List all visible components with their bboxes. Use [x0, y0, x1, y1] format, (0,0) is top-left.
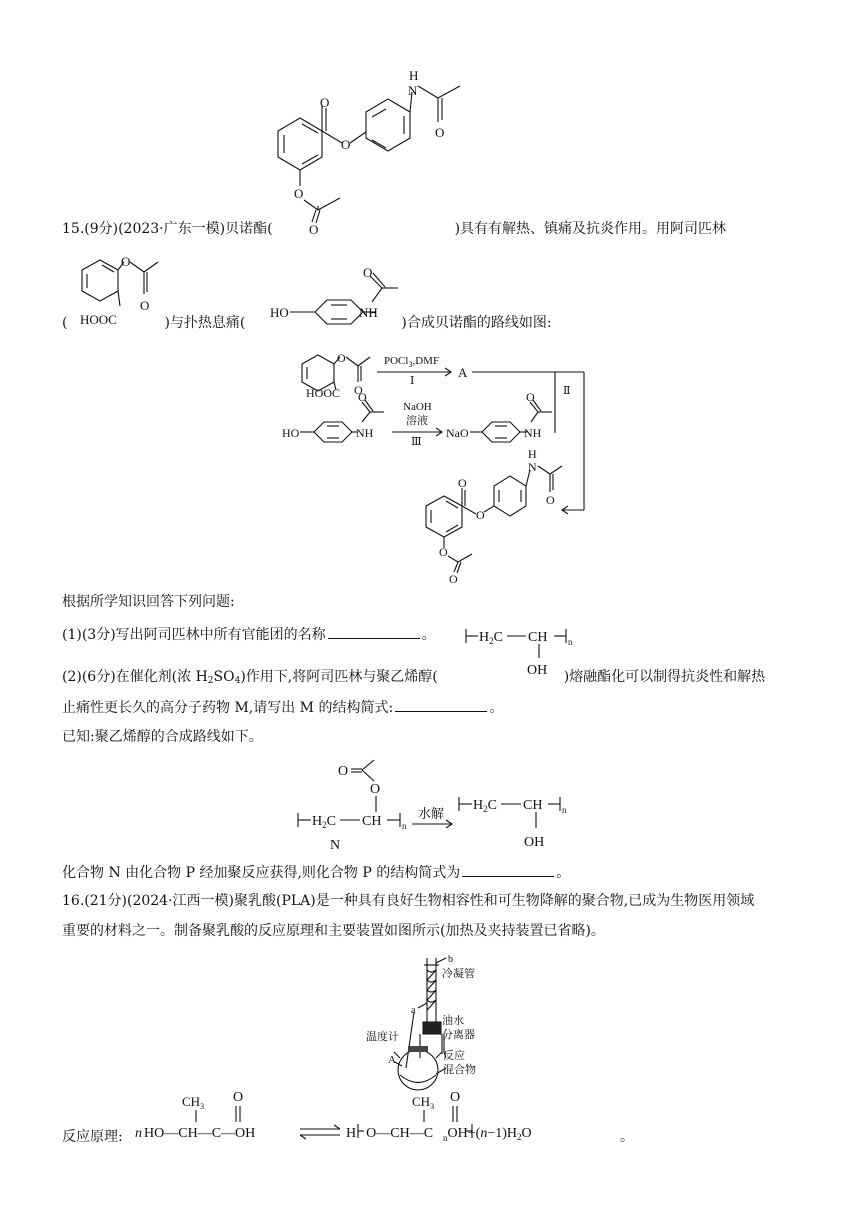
q15-part2-line2-end: 。: [489, 700, 504, 716]
condenser-label: 冷凝管: [442, 968, 475, 980]
benorilate-h: H: [409, 68, 419, 83]
pva2-n: n: [562, 805, 567, 815]
route-paracetamol-o: O: [358, 390, 367, 404]
product-o-acetoxy: O: [439, 545, 448, 559]
flask-label-a: A: [388, 1054, 396, 1066]
pvac-o-ether: O: [370, 782, 381, 797]
benorilate-o-acetyl: O: [309, 222, 319, 237]
aspirin-o-ether: O: [121, 254, 131, 269]
thermometer-label: 温度计: [366, 1031, 399, 1043]
step3-reagent1: NaOH: [403, 401, 432, 413]
q15-line2-mid: )与扑热息痛(: [164, 315, 246, 331]
route-aspirin-hooc: HOOC: [306, 386, 341, 400]
q15-stem-post: )具有有解热、镇痛及抗炎作用。用阿司匹林: [454, 221, 727, 237]
q16-line1: 16.(21分)(2024·江西一模)聚乳酸(PLA)是一种具有良好生物相容性和可生物降解的聚合物,已成为生物医用领域: [62, 893, 755, 909]
benorilate-o-ester: O: [341, 137, 351, 152]
q15-part2-sub: 2: [207, 676, 214, 686]
pvac-ch: CH: [362, 814, 382, 829]
pva2-h2c: $H_2C$: [473, 798, 497, 814]
q15-known: 已知:聚乙烯醇的合成路线如下。: [62, 729, 263, 745]
pvac-h2c: $H_2C$: [312, 814, 336, 830]
principle-end: 。: [620, 1129, 634, 1145]
pva2-ch: CH: [523, 798, 543, 813]
benorilate-o-amide: O: [435, 125, 445, 140]
hydrolysis-label: 水解: [418, 806, 445, 821]
q15-part2-c: )作用下,将阿司匹林与聚乙烯醇(: [240, 669, 438, 685]
step3-reagent2: 溶液: [406, 415, 428, 427]
product-h: H: [528, 447, 537, 461]
mixture-label-1: 反应: [443, 1050, 465, 1062]
route-aspirin-o2: O: [354, 383, 363, 397]
principle-label: 反应原理:: [62, 1129, 123, 1145]
paracetamol-nh: NH: [359, 305, 378, 320]
product-o-acetyl: O: [449, 572, 458, 586]
route-paracetamol-nh: NH: [356, 426, 374, 440]
product-n: N: [528, 460, 537, 474]
pva-oh: OH: [527, 663, 548, 678]
inlet-a: a: [411, 1005, 416, 1016]
q15-intro: 根据所学知识回答下列问题:: [62, 594, 235, 610]
q15-part2-d: )熔融酯化可以制得抗炎性和解热: [563, 669, 766, 685]
pva-h2c: $H_2C$: [479, 630, 503, 646]
aspirin-o-carbonyl: O: [140, 298, 150, 313]
outlet-b: b: [448, 954, 453, 965]
lactic-equation: n HO—CH—C—OH: [135, 1126, 256, 1141]
route-nao: NaO: [446, 426, 469, 440]
pva-ch: CH: [528, 630, 548, 645]
q15-part2-sub2: 4: [234, 676, 241, 686]
step1-roman: Ⅰ: [410, 375, 415, 387]
pvac-n: n: [402, 821, 407, 831]
paracetamol-ho: HO: [270, 305, 289, 320]
product-o-ester: O: [476, 508, 485, 522]
q16-line2: 重要的材料之一。制备聚乳酸的反应原理和主要装置如图所示(加热及夹持装置已省略)。: [62, 923, 605, 939]
benorilate-o-carbonyl: O: [320, 95, 330, 110]
step2-roman: Ⅱ: [563, 385, 571, 397]
pva-n: n: [568, 637, 573, 647]
benorilate-n: N: [408, 83, 418, 98]
q15-part2-a: (2)(6分)在催化剂(浓 H: [62, 669, 208, 685]
q15-part1-text: (1)(3分)写出阿司匹林中所有官能团的名称: [62, 627, 326, 643]
oil-water-label-2: 分离器: [442, 1029, 475, 1041]
pva2-oh: OH: [524, 835, 545, 850]
intermediate-a: A: [458, 365, 468, 380]
q15-part3-end: 。: [556, 865, 571, 881]
q15-part2-b: SO: [213, 669, 235, 685]
lactic-o: O: [233, 1090, 244, 1105]
lactic-ch3: $CH_3$: [182, 1094, 205, 1111]
pvac-o-carbonyl: O: [338, 764, 349, 779]
route-aspirin-o1: O: [337, 351, 346, 365]
q15-part1-end: 。: [421, 627, 436, 643]
q15-part2-line2-text: 止痛性更长久的高分子药物 M,请写出 M 的结构简式:: [62, 700, 394, 716]
route-paracetamol-ho: HO: [282, 426, 300, 440]
aspirin-hooc: HOOC: [80, 312, 117, 327]
product-o-carbonyl: O: [458, 476, 467, 490]
pla-o-carbonyl: O: [450, 1090, 461, 1105]
q15-stem-pre: 15.(9分)(2023·广东一模)贝诺酯(: [62, 221, 273, 237]
q15-line2-open: (: [62, 315, 68, 331]
mixture-label-2: 混合物: [443, 1064, 476, 1076]
benorilate-o-acetoxy: O: [294, 186, 304, 201]
step3-roman: Ⅲ: [411, 436, 422, 448]
product-o-amide: O: [546, 493, 555, 507]
q15-part3-text: 化合物 N 由化合物 P 经加聚反应获得,则化合物 P 的结构简式为: [62, 865, 461, 881]
oil-water-label-1: 油水: [442, 1015, 464, 1027]
route-salt-nh: NH: [524, 426, 542, 440]
paracetamol-o: O: [363, 265, 373, 280]
route-salt-o: O: [526, 390, 535, 404]
pla-ch3: $CH_3$: [412, 1094, 435, 1111]
pla-equation: H O—CH—C $_nOH+(n-1)H_2O$: [346, 1126, 532, 1143]
step1-reagent: POCl$_3$,DMF: [384, 355, 440, 369]
q15-line2-end: )合成贝诺酯的路线如图:: [401, 315, 552, 331]
compound-n-label: N: [330, 838, 341, 853]
